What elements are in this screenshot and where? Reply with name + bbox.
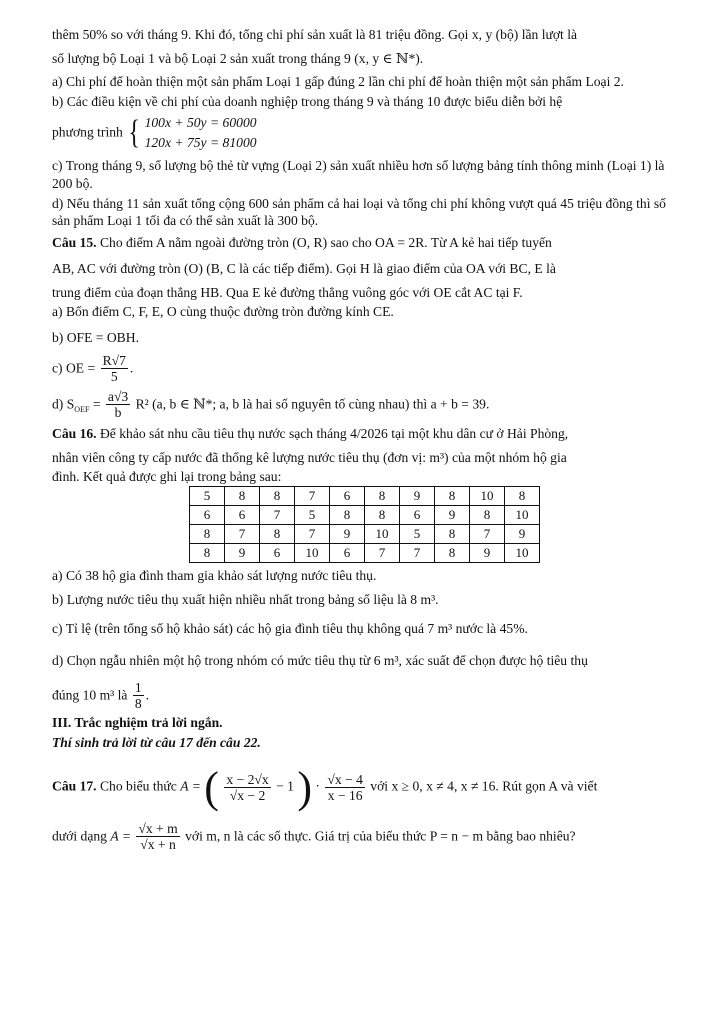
fraction-2 (325, 772, 365, 804)
table-cell: 9 (505, 525, 540, 544)
q16-statement-c: c) Tỉ lệ (trên tổng số hộ khảo sát) các hộ gia đình tiêu thụ không quá 7 m³ nước là 45%. (52, 621, 528, 637)
table-row (190, 487, 540, 506)
fraction-denominator: x − 16 (327, 788, 363, 804)
fraction-numerator: √x − 4 (327, 771, 363, 787)
table-cell: 10 (295, 544, 330, 563)
fraction-denominator: 8 (134, 696, 142, 712)
q17-question: với m, n là các số thực. Giá trị của biểu thức P = n − m bằng bao nhiêu? (185, 827, 576, 843)
q15-c-prefix: c) OE = (52, 359, 96, 375)
document-page (52, 26, 674, 853)
table-cell: 5 (190, 487, 225, 506)
table-cell: 8 (365, 506, 400, 525)
table-cell: 8 (190, 544, 225, 563)
table-cell: 8 (435, 544, 470, 563)
q15-text-2: AB, AC với đường tròn (O) (B, C là các tiếp điểm). Gọi H là giao điểm của OA với BC, E là (52, 260, 556, 276)
q15-label: Câu 15. (52, 235, 97, 251)
q16-d2-prefix: đúng 10 m³ là (52, 686, 128, 702)
q15-d-subscript: OEF (74, 404, 90, 414)
q14-statement-b: b) Các điều kiện về chi phí của doanh nghiệp trong tháng 9 và tháng 10 được biểu diễn bởi hệ (52, 94, 563, 110)
table-cell: 5 (295, 506, 330, 525)
section-subheading: Thí sinh trả lời từ câu 17 đến câu 22. (52, 734, 261, 750)
fraction-numerator: R√7 (102, 352, 126, 368)
table-cell: 9 (470, 544, 505, 563)
q16-text-3: đình. Kết quả được ghi lại trong bảng sau: (52, 469, 282, 485)
table-cell: 5 (400, 525, 435, 544)
q16-statement-a: a) Có 38 hộ gia đình tham gia khảo sát lượng nước tiêu thụ. (52, 568, 377, 584)
q15-statement-b: b) OFE = OBH. (52, 329, 139, 345)
q16-statement-b: b) Lượng nước tiêu thụ xuất hiện nhiều nhất trong bảng số liệu là 8 m³. (52, 591, 439, 607)
q17-expression-line (52, 759, 674, 816)
equation-system (126, 113, 256, 154)
q14-statement-d: d) Nếu tháng 11 sản xuất tổng cộng 600 sản phẩm cả hai loại và tổng chi phí không vượt quá 45 triệu đồng thì số sản phẩm Loại 1 tối đa có thể sản xuất là 300 bộ. (52, 195, 666, 229)
q14-statement-a: a) Chi phí để hoàn thiện một sản phẩm Loại 1 gấp đúng 2 lần chi phí để hoàn thiện một sản phẩm Loại 2. (52, 74, 624, 90)
q17-a-equals: A = (180, 779, 201, 795)
table-row (190, 506, 540, 525)
fraction-numerator: 1 (134, 679, 142, 695)
fraction-numerator: a√3 (107, 388, 129, 404)
q16-statement-d-2: đúng 10 m³ là $\frac{1}{8}$ . (52, 679, 150, 712)
table-cell: 8 (505, 487, 540, 506)
table-cell: 9 (435, 506, 470, 525)
table-row (190, 544, 540, 563)
q15-text-1 (52, 234, 674, 252)
table-cell: 9 (330, 525, 365, 544)
table-cell: 7 (470, 525, 505, 544)
q14-equation-system (52, 113, 674, 154)
q16-label: Câu 16. (52, 426, 97, 442)
fraction-denominator: √x + n (140, 837, 176, 853)
q16-text-1-body: Để khảo sát nhu cầu tiêu thụ nước sạch tháng 4/2026 tại một khu dân cư ở Hải Phòng, (99, 426, 569, 442)
fraction-3 (136, 821, 179, 853)
table-cell: 9 (225, 544, 260, 563)
q15-d-prefix: d) S (52, 396, 75, 412)
fraction-1 (224, 772, 270, 804)
table-cell: 6 (190, 506, 225, 525)
table-row (190, 525, 540, 544)
table-cell: 8 (365, 487, 400, 506)
q15-statement-c: c) OE = $\frac{R√7}{5}$ . (52, 352, 134, 385)
table-cell: 7 (225, 525, 260, 544)
consumption-table (189, 486, 540, 563)
table-cell: 8 (435, 487, 470, 506)
fraction-probability (133, 680, 144, 712)
q17-a-equals-2: A = (110, 827, 131, 843)
table-cell: 8 (470, 506, 505, 525)
q15-statement-d (52, 389, 674, 421)
q17-minus-one: − 1 (276, 779, 294, 795)
equation-1: 100x + 50y = 60000 (144, 114, 257, 130)
table-cell: 8 (330, 506, 365, 525)
q16-statement-d: d) Chọn ngẫu nhiên một hộ trong nhóm có mức tiêu thụ từ 6 m³, xác suất để chọn được hộ tiêu thụ (52, 653, 588, 669)
q15-d-equals: = (92, 396, 101, 412)
q16-text-1 (52, 425, 674, 443)
table-cell: 9 (400, 487, 435, 506)
brace-icon: { (128, 114, 141, 152)
table-cell: 6 (330, 487, 365, 506)
table-cell: 10 (470, 487, 505, 506)
table-cell: 7 (260, 506, 295, 525)
q17-form-line (52, 821, 674, 853)
fraction-numerator: √x + m (138, 820, 178, 836)
equation-2: 120x + 75y = 81000 (144, 135, 257, 151)
q14-statement-c: c) Trong tháng 9, số lượng bộ thẻ từ vựng (Loại 2) sản xuất nhiều hơn số lượng bảng tính thông minh (Loại 1) là 200 bộ. (52, 158, 665, 192)
table-cell: 8 (435, 525, 470, 544)
fraction-denominator: 5 (110, 369, 118, 385)
q15-text-3: trung điểm của đoạn thẳng HB. Qua E kẻ đường thẳng vuông góc với OE cắt AC tại F. (52, 284, 523, 300)
q17-label: Câu 17. (52, 779, 97, 795)
fraction-numerator: x − 2√x (226, 771, 269, 787)
q17-form-intro: dưới dạng (52, 827, 107, 843)
section-heading: III. Trắc nghiệm trả lời ngắn. (52, 714, 223, 730)
q15-statement-a: a) Bốn điểm C, F, E, O cùng thuộc đường tròn đường kính CE. (52, 304, 394, 320)
fraction-denominator: √x − 2 (229, 788, 266, 804)
table-cell: 8 (190, 525, 225, 544)
table-cell: 8 (260, 487, 295, 506)
q17-condition: với x ≥ 0, x ≠ 4, x ≠ 16. Rút gọn A và viết (370, 779, 598, 795)
table-cell: 6 (225, 506, 260, 525)
table-cell: 6 (400, 506, 435, 525)
left-paren-icon: ( (204, 763, 219, 813)
table-cell: 8 (225, 487, 260, 506)
table-cell: 10 (505, 506, 540, 525)
intro-line-1: thêm 50% so với tháng 9. Khi đó, tổng chi phí sản xuất là 81 triệu đồng. Gọi x, y (bộ) lần lượt là (52, 27, 578, 42)
fraction-oe (101, 353, 128, 385)
q15-d-rest: R² (a, b ∈ ℕ*; a, b là hai số nguyên tố cùng nhau) thì a + b = 39. (135, 396, 490, 412)
table-cell: 8 (260, 525, 295, 544)
table-cell: 7 (295, 525, 330, 544)
intro-line-2: số lượng bộ Loại 1 và bộ Loại 2 sản xuất trong tháng 9 (x, y ∈ ℕ*). (52, 50, 424, 66)
table-cell: 7 (295, 487, 330, 506)
table-cell: 7 (365, 544, 400, 563)
q16-text-2: nhân viên công ty cấp nước đã thống kê lượng nước tiêu thụ (đơn vị: m³) của một nhóm hộ gia (52, 449, 567, 465)
table-cell: 10 (505, 544, 540, 563)
table-cell: 10 (365, 525, 400, 544)
q17-dot: · (315, 779, 320, 795)
q14-system-label: phương trình (52, 124, 123, 140)
q15-text-1-body: Cho điểm A nằm ngoài đường tròn (O, R) sao cho OA = 2R. Từ A kẻ hai tiếp tuyến (99, 235, 552, 251)
table-cell: 6 (260, 544, 295, 563)
table-cell: 6 (330, 544, 365, 563)
right-paren-icon: ) (297, 763, 313, 813)
fraction-denominator: b (114, 405, 122, 421)
q17-intro: Cho biểu thức (99, 779, 177, 795)
fraction-area (106, 389, 130, 421)
table-cell: 7 (400, 544, 435, 563)
